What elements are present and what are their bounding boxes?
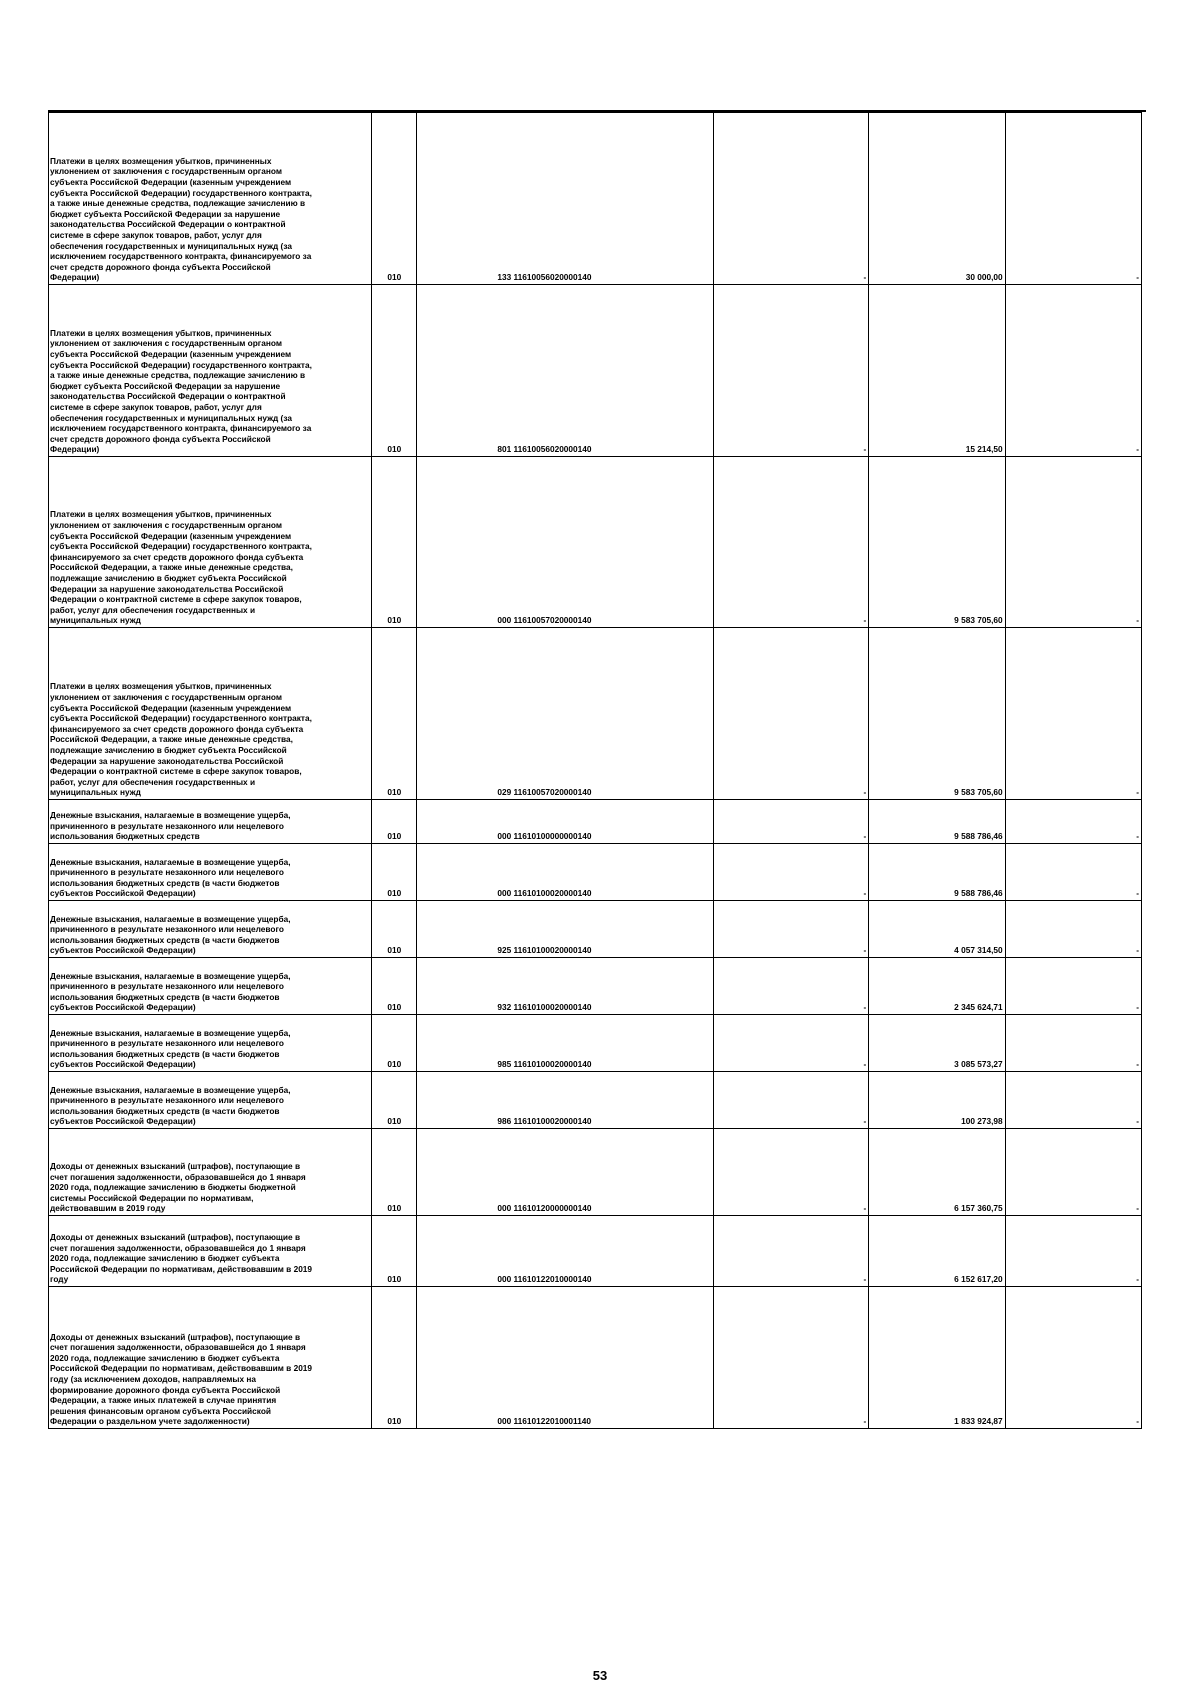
row-unexecuted: - (1005, 800, 1141, 844)
table-row (49, 1015, 1142, 1072)
row-income-code: 801 11610056020000140 (417, 285, 714, 457)
row-income-code: 985 11610100020000140 (417, 1015, 714, 1072)
row-description: Платежи в целях возмещения убытков, причиненных уклонением от заключения с государственным органом субъекта Российской Федерации (казенным учреждением субъекта Российской Федерации) государственного контракта, финансируемого за счет средств дорожного фонда субъекта Российской Федерации, а также иные денежные средства, подлежащие зачислению в бюджет субъекта Российской Федерации за нарушение законодательства Российской Федерации о контрактной системе в сфере закупок товаров, работ, услуг для обеспечения государственных и муниципальных нужд (49, 457, 372, 628)
row-description: Денежные взыскания, налагаемые в возмещение ущерба, причиненного в результате незаконного или нецелевого использования бюджетных средств (в части бюджетов субъектов Российской Федерации) (49, 1015, 372, 1072)
row-description: Платежи в целях возмещения убытков, причиненных уклонением от заключения с государственным органом субъекта Российской Федерации (казенным учреждением субъекта Российской Федерации) государственного контракта, финансируемого за счет средств дорожного фонда субъекта Российской Федерации, а также иные денежные средства, подлежащие зачислению в бюджет субъекта Российской Федерации за нарушение законодательства Российской Федерации о контрактной системе в сфере закупок товаров, работ, услуг для обеспечения государственных и муниципальных нужд (49, 628, 372, 800)
row-executed: 3 085 573,27 (869, 1015, 1005, 1072)
row-description: Денежные взыскания, налагаемые в возмещение ущерба, причиненного в результате незаконного или нецелевого использования бюджетных средств (в части бюджетов субъектов Российской Федерации) (49, 844, 372, 901)
row-line-code: 010 (372, 800, 417, 844)
row-line-code: 010 (372, 1129, 417, 1216)
budget-report-table-wrapper (48, 112, 1142, 1429)
row-line-code: 010 (372, 457, 417, 628)
page-number: 53 (592, 1668, 608, 1683)
table-row (49, 1072, 1142, 1129)
row-planned: - (714, 285, 869, 457)
row-line-code: 010 (372, 1072, 417, 1129)
table-row (49, 844, 1142, 901)
row-line-code: 010 (372, 113, 417, 285)
row-description: Денежные взыскания, налагаемые в возмещение ущерба, причиненного в результате незаконного или нецелевого использования бюджетных средств (в части бюджетов субъектов Российской Федерации) (49, 1072, 372, 1129)
row-description: Денежные взыскания, налагаемые в возмещение ущерба, причиненного в результате незаконного или нецелевого использования бюджетных средств (в части бюджетов субъектов Российской Федерации) (49, 958, 372, 1015)
row-unexecuted: - (1005, 285, 1141, 457)
row-income-code: 932 11610100020000140 (417, 958, 714, 1015)
row-income-code: 000 11610122010000140 (417, 1216, 714, 1287)
row-line-code: 010 (372, 285, 417, 457)
row-line-code: 010 (372, 628, 417, 800)
row-income-code: 000 11610122010001140 (417, 1287, 714, 1429)
row-income-code: 000 11610057020000140 (417, 457, 714, 628)
row-unexecuted: - (1005, 628, 1141, 800)
row-description: Платежи в целях возмещения убытков, причиненных уклонением от заключения с государственным органом субъекта Российской Федерации (казенным учреждением субъекта Российской Федерации) государственного контракта, а также иные денежные средства, подлежащие зачислению в бюджет субъекта Российской Федерации за нарушение законодательства Российской Федерации о контрактной системе в сфере закупок товаров, работ, услуг для обеспечения государственных и муниципальных нужд (за исключением государственного контракта, финансируемого за счет средств дорожного фонда субъекта Российской Федерации) (49, 285, 372, 457)
row-line-code: 010 (372, 901, 417, 958)
row-unexecuted: - (1005, 1287, 1141, 1429)
row-income-code: 986 11610100020000140 (417, 1072, 714, 1129)
row-unexecuted: - (1005, 901, 1141, 958)
row-executed: 4 057 314,50 (869, 901, 1005, 958)
table-row (49, 800, 1142, 844)
row-executed: 9 588 786,46 (869, 844, 1005, 901)
row-income-code: 000 11610100000000140 (417, 800, 714, 844)
row-description: Денежные взыскания, налагаемые в возмещение ущерба, причиненного в результате незаконного или нецелевого использования бюджетных средств (в части бюджетов субъектов Российской Федерации) (49, 901, 372, 958)
row-line-code: 010 (372, 958, 417, 1015)
row-income-code: 925 11610100020000140 (417, 901, 714, 958)
table-row (49, 901, 1142, 958)
row-unexecuted: - (1005, 1015, 1141, 1072)
table-row (49, 113, 1142, 285)
row-unexecuted: - (1005, 958, 1141, 1015)
row-executed: 2 345 624,71 (869, 958, 1005, 1015)
row-description: Доходы от денежных взысканий (штрафов), поступающие в счет погашения задолженности, образовавшейся до 1 января 2020 года, подлежащие зачислению в бюджет субъекта Российской Федерации по нормативам, действовавшим в 2019 году (49, 1216, 372, 1287)
row-planned: - (714, 1129, 869, 1216)
row-planned: - (714, 958, 869, 1015)
row-executed: 9 588 786,46 (869, 800, 1005, 844)
row-income-code: 133 11610056020000140 (417, 113, 714, 285)
row-executed: 6 152 617,20 (869, 1216, 1005, 1287)
row-executed: 100 273,98 (869, 1072, 1005, 1129)
row-executed: 15 214,50 (869, 285, 1005, 457)
row-description: Доходы от денежных взысканий (штрафов), поступающие в счет погашения задолженности, образовавшейся до 1 января 2020 года, подлежащие зачислению в бюджеты бюджетной системы Российской Федерации по нормативам, действовавшим в 2019 году (49, 1129, 372, 1216)
row-planned: - (714, 1072, 869, 1129)
table-row (49, 285, 1142, 457)
row-planned: - (714, 1015, 869, 1072)
row-description: Денежные взыскания, налагаемые в возмещение ущерба, причиненного в результате незаконного или нецелевого использования бюджетных средств (49, 800, 372, 844)
row-description: Доходы от денежных взысканий (штрафов), поступающие в счет погашения задолженности, образовавшейся до 1 января 2020 года, подлежащие зачислению в бюджет субъекта Российской Федерации по нормативам, действовавшим в 2019 году (за исключением доходов, направляемых на формирование дорожного фонда субъекта Российской Федерации, а также иных платежей в случае принятия решения финансовым органом субъекта Российской Федерации о раздельном учете задолженности) (49, 1287, 372, 1429)
row-unexecuted: - (1005, 1129, 1141, 1216)
row-line-code: 010 (372, 844, 417, 901)
row-planned: - (714, 628, 869, 800)
table-row (49, 457, 1142, 628)
row-executed: 30 000,00 (869, 113, 1005, 285)
row-unexecuted: - (1005, 457, 1141, 628)
row-line-code: 010 (372, 1015, 417, 1072)
table-row (49, 1216, 1142, 1287)
row-income-code: 000 11610100020000140 (417, 844, 714, 901)
row-planned: - (714, 844, 869, 901)
row-executed: 9 583 705,60 (869, 457, 1005, 628)
row-description: Платежи в целях возмещения убытков, причиненных уклонением от заключения с государственным органом субъекта Российской Федерации (казенным учреждением субъекта Российской Федерации) государственного контракта, а также иные денежные средства, подлежащие зачислению в бюджет субъекта Российской Федерации за нарушение законодательства Российской Федерации о контрактной системе в сфере закупок товаров, работ, услуг для обеспечения государственных и муниципальных нужд (за исключением государственного контракта, финансируемого за счет средств дорожного фонда субъекта Российской Федерации) (49, 113, 372, 285)
row-planned: - (714, 800, 869, 844)
row-executed: 9 583 705,60 (869, 628, 1005, 800)
row-income-code: 029 11610057020000140 (417, 628, 714, 800)
row-income-code: 000 11610120000000140 (417, 1129, 714, 1216)
row-line-code: 010 (372, 1216, 417, 1287)
row-planned: - (714, 113, 869, 285)
row-unexecuted: - (1005, 1072, 1141, 1129)
row-planned: - (714, 457, 869, 628)
row-unexecuted: - (1005, 1216, 1141, 1287)
table-row (49, 628, 1142, 800)
table-row (49, 1287, 1142, 1429)
row-planned: - (714, 1216, 869, 1287)
row-unexecuted: - (1005, 844, 1141, 901)
row-unexecuted: - (1005, 113, 1141, 285)
table-row (49, 958, 1142, 1015)
row-planned: - (714, 901, 869, 958)
table-row (49, 1129, 1142, 1216)
budget-report-table (48, 112, 1142, 1429)
row-line-code: 010 (372, 1287, 417, 1429)
row-planned: - (714, 1287, 869, 1429)
row-executed: 1 833 924,87 (869, 1287, 1005, 1429)
row-executed: 6 157 360,75 (869, 1129, 1005, 1216)
